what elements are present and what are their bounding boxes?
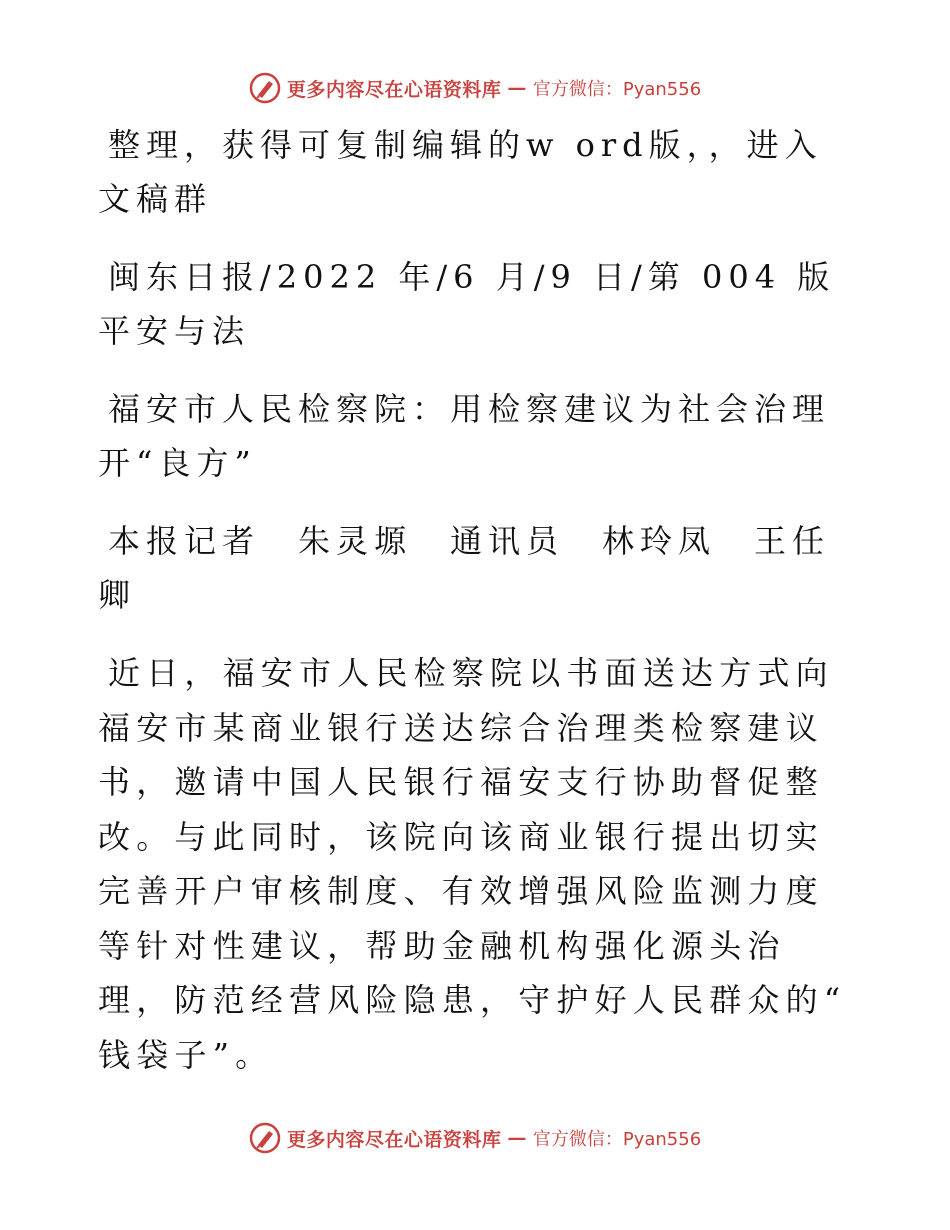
article-byline: 本报记者 朱灵塬 通讯员 林玲凤 王任卿 bbox=[98, 522, 831, 614]
banner-dash: — bbox=[507, 77, 527, 99]
intro-paragraph: 整理，获得可复制编辑的w ord版，，进入文稿群 bbox=[98, 126, 823, 218]
header-banner bbox=[0, 72, 950, 104]
banner-title: 更多内容尽在心语资料库 bbox=[286, 78, 502, 101]
article-headline: 福安市人民检察院：用检察建议为社会治理开“良方” bbox=[98, 390, 831, 482]
source-line: 闽东日报/2022 年/6 月/9 日/第 004 版平安与法 bbox=[98, 258, 836, 350]
pen-nib-logo-icon bbox=[249, 72, 281, 104]
banner-wechat: 官方微信：Pyan556 bbox=[532, 79, 702, 100]
banner-dash: — bbox=[507, 1127, 527, 1149]
banner-title: 更多内容尽在心语资料库 bbox=[286, 1128, 502, 1151]
article-body: 近日，福安市人民检察院以书面送达方式向福安市某商业银行送达综合治理类检察建议书，邀请中国人民银行福安支行协助督促整改。与此同时，该院向该商业银行提出切实完善开户审核制度、有效增强风险监测力度等针对性建议，帮助金融机构强化源头治理，防范经营风险隐患，守护好人民群众的“ 钱袋子”。 bbox=[98, 654, 847, 1074]
banner-wechat: 官方微信：Pyan556 bbox=[532, 1129, 702, 1150]
pen-nib-logo-icon bbox=[249, 1122, 281, 1154]
document-body bbox=[98, 118, 848, 1106]
footer-banner bbox=[0, 1122, 950, 1154]
